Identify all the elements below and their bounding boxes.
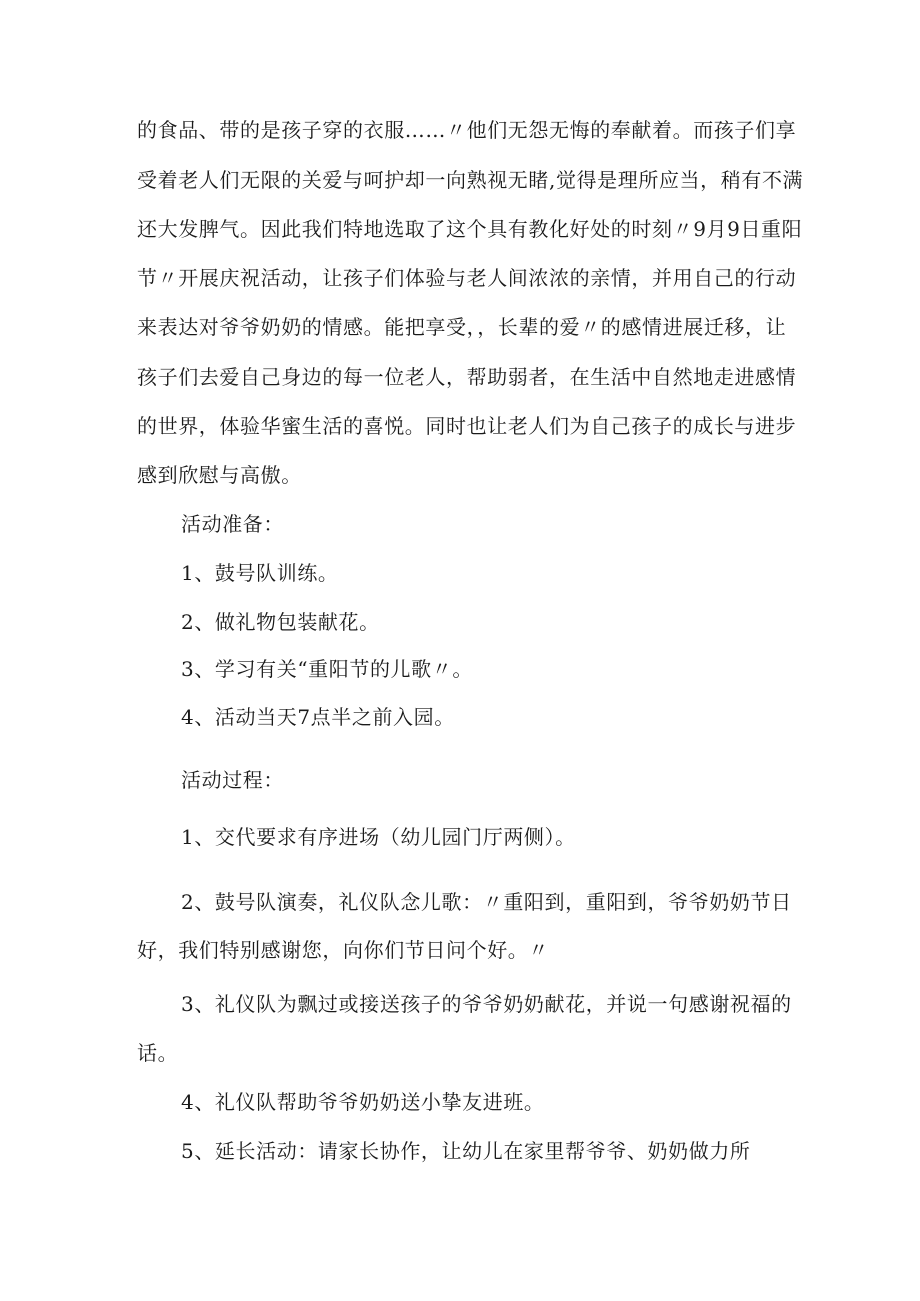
process-item-3-line-1: 3、礼仪队为飘过或接送孩子的爷爷奶奶献花，并说一句感谢祝福的 — [181, 992, 792, 1016]
process-item-5: 5、延长活动：请家长协作，让幼儿在家里帮爷爷、奶奶做力所 — [181, 1139, 751, 1163]
intro-line-3: 还大发脾气。因此我们特地选取了这个具有教化好处的时刻〃9月9日重阳 — [137, 217, 803, 241]
intro-line-1: 的食品、带的是孩子穿的衣服……〃他们无怨无悔的奉献着。而孩子们享 — [137, 118, 797, 142]
preparation-item-4: 4、活动当天7点半之前入园。 — [181, 705, 455, 729]
process-item-3-line-2: 话。 — [137, 1041, 179, 1065]
process-item-2-line-2: 好，我们特别感谢您，向你们节日问个好。〃 — [137, 938, 549, 962]
process-item-1: 1、交代要求有序进场（幼儿园门厅两侧）。 — [181, 825, 576, 849]
intro-line-8: 感到欣慰与高傲。 — [137, 463, 302, 487]
preparation-item-3: 3、学习有关“重阳节的儿歌〃。 — [181, 657, 473, 681]
preparation-item-2: 2、做礼物包装献花。 — [181, 610, 380, 634]
preparation-item-1: 1、鼓号队训练。 — [181, 561, 339, 585]
process-item-4: 4、礼仪队帮助爷爷奶奶送小挚友进班。 — [181, 1090, 545, 1114]
process-item-2-line-1: 2、鼓号队演奏，礼仪队念儿歌：〃重阳到，重阳到，爷爷奶奶节日 — [181, 890, 792, 914]
intro-line-4: 节〃开展庆祝活动，让孩子们体验与老人间浓浓的亲情，并用自己的行动 — [137, 266, 797, 290]
intro-line-2: 受着老人们无限的关爱与呵护却一向熟视无睹,觉得是理所应当，稍有不满 — [137, 168, 804, 192]
process-heading: 活动过程： — [181, 768, 284, 792]
intro-line-5: 来表达对爷爷奶奶的情感。能把享受，，长辈的爱〃的感情进展迁移，让 — [137, 315, 787, 339]
preparation-heading: 活动准备： — [181, 512, 284, 536]
intro-line-7: 的世界，体验华蜜生活的喜悦。同时也让老人们为自己孩子的成长与进步 — [137, 414, 797, 438]
intro-line-6: 孩子们去爱自己身边的每一位老人，帮助弱者，在生活中自然地走进感情 — [137, 365, 797, 389]
